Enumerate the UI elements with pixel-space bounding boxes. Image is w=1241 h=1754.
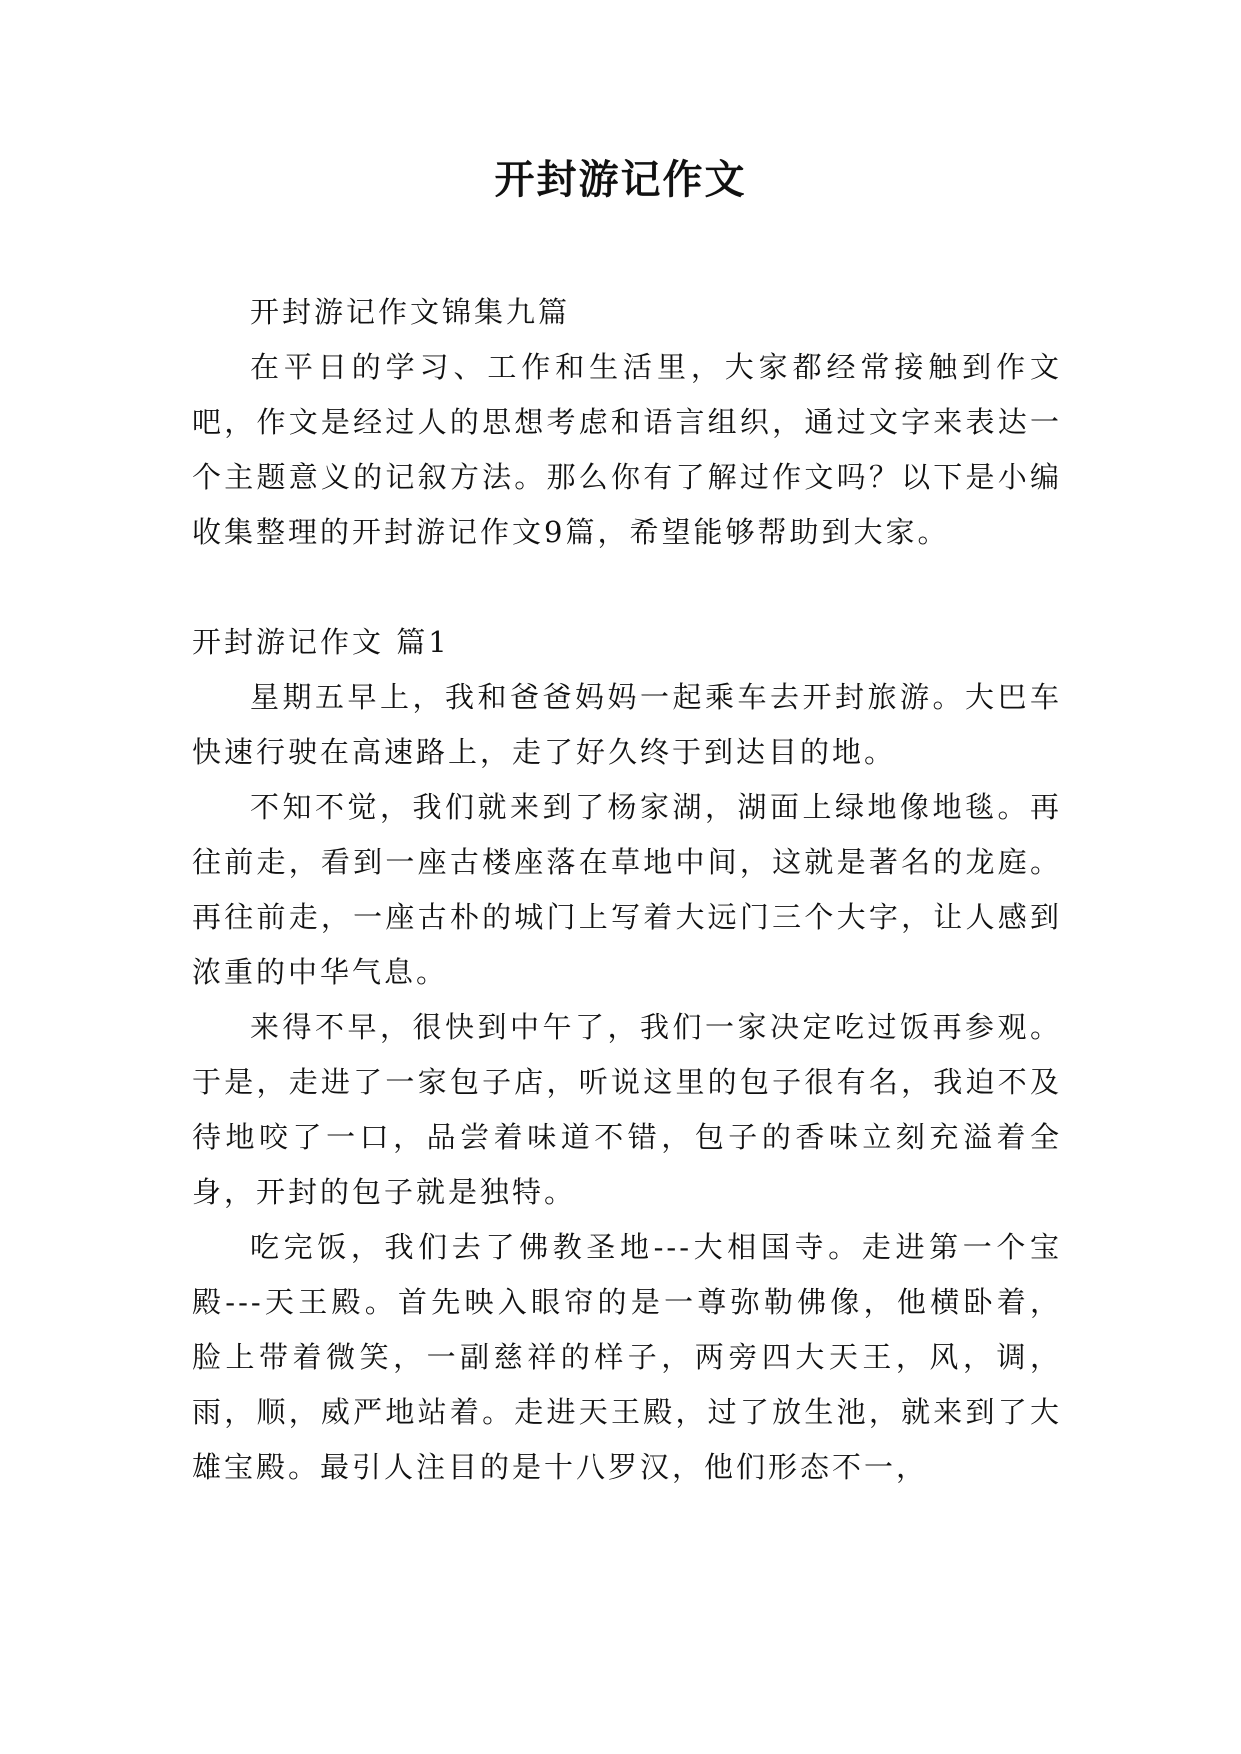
collection-subtitle: 开封游记作文锦集九篇 <box>250 295 571 329</box>
body-paragraph: 来得不早，很快到中午了，我们一家决定吃过饭再参观。于是，走进了一家包子店，听说这里的包子很有名，我迫不及待地咬了一口，品尝着味道不错，包子的香味立刻充溢着全身，开封的包子就是独特。 <box>192 1010 1062 1209</box>
body-paragraph: 吃完饭，我们去了佛教圣地---大相国寺。走进第一个宝殿---天王殿。首先映入眼帘的是一尊弥勒佛像，他横卧着，脸上带着微笑，一副慈祥的样子，两旁四大天王，风，调，雨，顺，威严地站着。走进天王殿，过了放生池，就来到了大雄宝殿。最引人注目的是十八罗汉，他们形态不一， <box>192 1230 1062 1484</box>
document-body <box>192 285 1062 1495</box>
document-title: 开封游记作文 <box>494 156 747 203</box>
body-paragraph: 不知不觉，我们就来到了杨家湖，湖面上绿地像地毯。再往前走，看到一座古楼座落在草地中间，这就是著名的龙庭。再往前走，一座古朴的城门上写着大远门三个大字，让人感到浓重的中华气息。 <box>192 790 1062 989</box>
section-heading: 开封游记作文 篇1 <box>192 625 450 659</box>
intro-paragraph: 在平日的学习、工作和生活里，大家都经常接触到作文吧，作文是经过人的思想考虑和语言组织，通过文字来表达一个主题意义的记叙方法。那么你有了解过作文吗？以下是小编收集整理的开封游记作文9篇，希望能够帮助到大家。 <box>192 350 1062 549</box>
body-paragraph: 星期五早上，我和爸爸妈妈一起乘车去开封旅游。大巴车快速行驶在高速路上，走了好久终于到达目的地。 <box>192 680 1062 769</box>
